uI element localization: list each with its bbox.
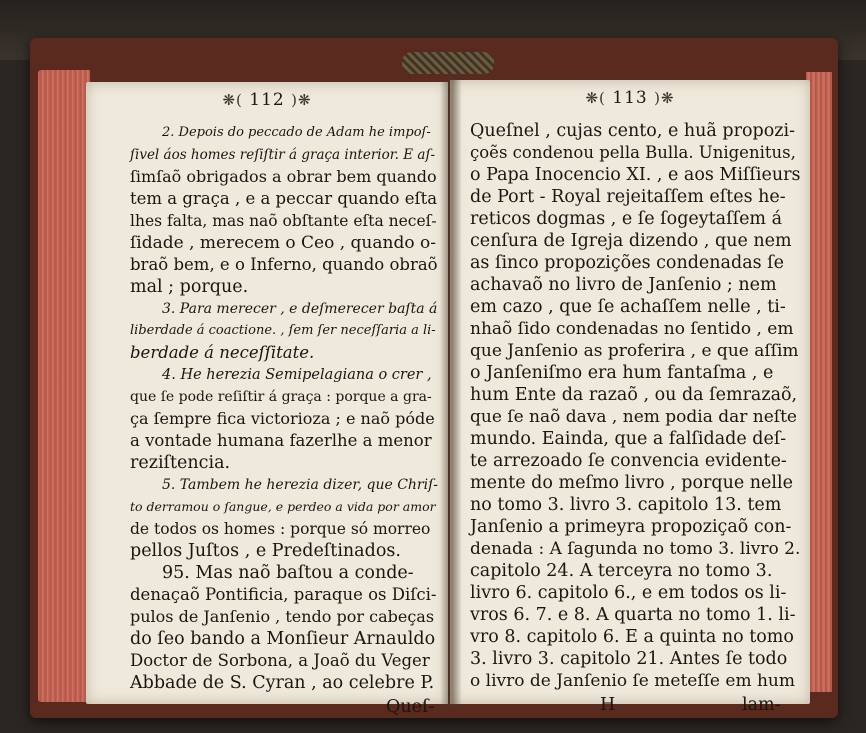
text-line: 2. Depois do peccado de Adam he impoſ-: [162, 125, 431, 140]
text-line: o Papa Inocencio XI. , e aos Miſſieurs: [470, 165, 801, 185]
text-line: ſimſaõ obrigados a obrar bem quando: [130, 167, 437, 186]
text-line: braõ bem, e o Inferno, quando obraõ: [130, 255, 438, 274]
binding-cord: [402, 52, 494, 74]
text-line: to derramou o ſangue, e perdeo a vida por amor: [130, 499, 436, 514]
text-line: que Janſenio as proferira , e que aſſim: [470, 341, 799, 361]
text-line: o Janſeniſmo era hum fantaſma , e: [470, 363, 774, 383]
text-line: nhaõ ſido condenadas no ſentido , em: [470, 319, 794, 339]
text-line: pulos de Janſenio , tendo por cabeças: [130, 607, 435, 626]
text-line: ſivel áos homes reſiſtir á graça interior. E aſ-: [130, 147, 436, 163]
text-line: que ſe pode reſiſtir á graça : porque a gra-: [130, 389, 432, 405]
book-gutter: [440, 78, 462, 708]
text-line: reziſtencia.: [130, 453, 231, 473]
text-line: 5. Tambem he herezia dizer, que Chriſ-: [162, 477, 439, 493]
text-line: Queſnel , cujas cento, e huã propozi-: [470, 121, 795, 141]
text-line: vros 6. 7. e 8. A quarta no tomo 1. li-: [470, 605, 796, 625]
ornament-right-icon: )❋: [654, 89, 675, 107]
text-line: vro 8. capitolo 6. E a quinta no tomo: [470, 627, 794, 647]
catchword: lam-: [742, 695, 781, 715]
text-line: denaçaõ Pontificia, paraque os Diſci-: [130, 585, 437, 604]
text-line: as ſinco propozições condenadas ſe: [470, 253, 785, 273]
right-page-header: [450, 88, 810, 108]
text-line: capitolo 24. A terceyra no tomo 3.: [470, 561, 773, 581]
text-line: mundo. Eainda, que a falſidade deſ-: [470, 429, 787, 449]
text-line: te arrezoado ſe convencia evidente-: [470, 451, 787, 471]
text-line: tem a graça , e a peccar quando eſta: [130, 189, 438, 208]
text-line: berdade á neceſſitate.: [130, 343, 315, 362]
text-line: 4. He herezia Semipelagiana o crer ,: [162, 367, 432, 383]
text-line: reticos dogmas , e ſe ſogeytaſſem á: [470, 209, 783, 229]
text-line: livro 6. capitolo 6., e em todos os li-: [470, 583, 787, 603]
text-line: de todos os homes : porque só morreo: [130, 520, 431, 538]
text-line: liberdade á coactione. , ſem ſer neceſſaria a li-: [130, 323, 436, 338]
text-line: Abbade de S. Cyran , ao celebre P.: [130, 673, 435, 693]
text-line: a vontade humana fazerlhe a menor: [130, 431, 432, 450]
text-line: em cazo , que ſe achaſſem nelle , ti-: [470, 297, 786, 317]
text-line: do ſeo bando a Monſieur Arnauldo: [130, 629, 436, 649]
text-line: pellos Juſtos , e Predeſtinados.: [130, 541, 401, 561]
text-line: 3. Para merecer , e deſmerecer baſta á: [162, 301, 438, 317]
text-line: mente do meſmo livro , porque nelle: [470, 473, 793, 493]
left-page: [86, 82, 448, 717]
text-line: lhes falta, mas naõ obſtante eſta neceſ-: [130, 212, 437, 230]
text-line: no tomo 3. livro 3. capitolo 13. tem: [470, 495, 782, 515]
text-line: o livro de Janſenio ſe meteſſe em hum: [470, 671, 795, 691]
ornament-left-icon: ❋(: [222, 91, 243, 109]
text-line: ſidade , merecem o Ceo , quando o-: [130, 233, 436, 253]
right-page-number: 113: [612, 88, 648, 108]
ornament-right-icon: )❋: [291, 91, 312, 109]
ornament-left-icon: ❋(: [585, 89, 606, 107]
text-line: achavaõ no livro de Janſenio ; nem: [470, 275, 777, 295]
left-page-header: [86, 90, 448, 110]
signature-mark: H: [600, 695, 616, 715]
text-line: de Port - Royal rejeitaſſem eſtes he-: [470, 187, 786, 207]
text-line: çoẽs condenou pella Bulla. Unigenitus,: [470, 143, 796, 162]
text-line: mal ; porque.: [130, 277, 249, 297]
left-page-number: 112: [249, 90, 285, 110]
text-line: Doctor de Sorbona, a Joaõ du Veger: [130, 651, 430, 670]
right-page: [450, 80, 810, 715]
text-line: que ſe naõ dava , nem podia dar neſte: [470, 407, 797, 427]
text-line: 3. livro 3. capitolo 21. Antes ſe todo: [470, 649, 788, 669]
text-line: cenſura de Igreja dizendo , que nem: [470, 231, 792, 251]
text-line: 95. Mas naõ baſtou a conde-: [162, 563, 414, 583]
text-line: denada : A ſagunda no tomo 3. livro 2.: [470, 539, 801, 559]
catchword: Queſ-: [386, 697, 435, 717]
text-line: Janſenio a primeyra propoziçaõ con-: [470, 517, 792, 537]
page-edges-left: [38, 70, 90, 702]
text-line: ça ſempre fica victorioza ; e naõ póde: [130, 409, 435, 428]
text-line: hum Ente da razaõ , ou da ſemrazaõ,: [470, 385, 798, 405]
